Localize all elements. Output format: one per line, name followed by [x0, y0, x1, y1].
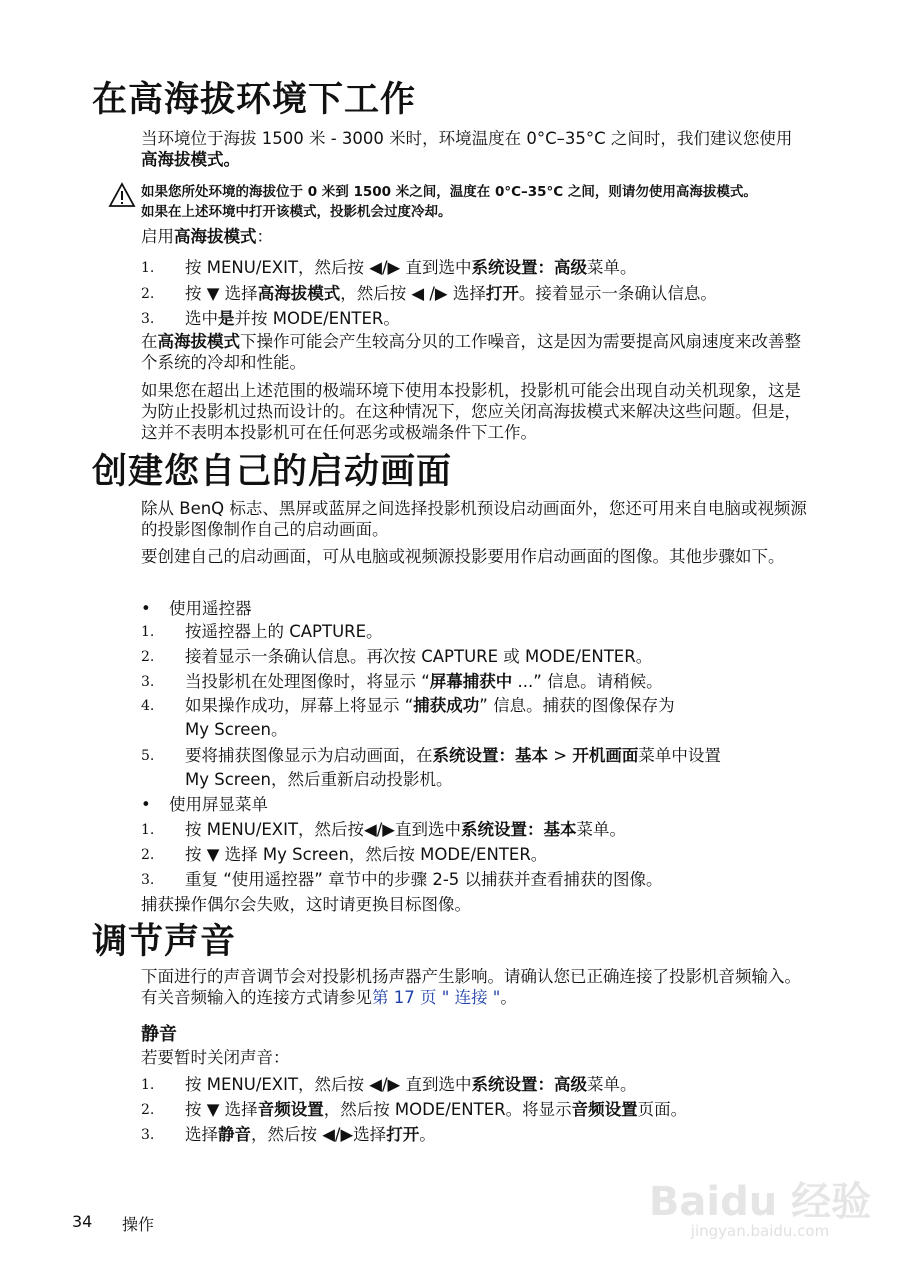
baidu-watermark [640, 1150, 880, 1260]
startup-screen-steps-intro: 要创建自己的启动画面，可从电脑或视频源投影要用作启动画面的图像。其他步骤如下。 [141, 547, 785, 566]
footer-section: 操作 [122, 1215, 155, 1234]
baidu-logo: Baidu 经验 [648, 1179, 872, 1225]
page-number: 34 [72, 1212, 93, 1231]
sound-intro: 下面进行的声音调节会对投影机扬声器产生影响。请确认您已正确连接了投影机音频输入。有关音频输入的连接方式请参见第 17 页 " 连接 "。 [141, 967, 801, 1007]
enable-label: 启用高海拔模式： [141, 227, 273, 246]
high-altitude-intro: 当环境位于海拔 1500 米 - 3000 米时，环境温度在 0°C–35°C 之间时，我们建议您使用 高海拔模式。 [141, 129, 793, 169]
warning-icon [108, 182, 136, 208]
section-title-adjust-sound: 调节声音 [92, 922, 237, 962]
capture-failure-note: 捕获操作偶尔会失败，这时请更换目标图像。 [141, 895, 471, 914]
section-title-high-altitude: 在高海拔环境下工作 [92, 80, 417, 120]
startup-screen-intro: 除从 BenQ 标志、黑屏或蓝屏之间选择投影机预设启动画面外，您还可用来自电脑或视频源的投影图像制作自己的启动画面。 [141, 499, 807, 539]
page-17-connection-link[interactable]: 第 17 页 " 连接 " [372, 988, 501, 1007]
mute-subtitle: 静音 [141, 1024, 177, 1045]
extreme-environment-note: 如果您在超出上述范围的极端环境下使用本投影机，投影机可能会出现自动关机现象，这是为防止投影机过热而设计的。在这种情况下，您应关闭高海拔模式来解决这些问题。但是，这并不表明本投影机可在任何恶劣或极端条件下工作。 [141, 381, 801, 442]
watermark-url: jingyan.baidu.com [690, 1222, 830, 1240]
mute-intro: 若要暂时关闭声音： [141, 1048, 290, 1067]
warning-text: 如果您所处环境的海拔位于 0 米到 1500 米之间，温度在 0°C–35°C 之间，则请勿使用高海拔模式。 如果在上述环境中打开该模式，投影机会过度冷却。 [141, 184, 757, 220]
manual-page: 在高海拔环境下工作 当环境位于海拔 1500 米 - 3000 米时，环境温度在 0°C–35°C 之间时，我们建议您使用 高海拔模式。 如果您所处环境的海拔位于 0 米到 1500 米之间，温度在 0°C–35°C 之间，则请勿使用高海拔模式。 如果在上述环境中打开该模式，投影机会过度冷却。 启用高海拔模式： 1. 按 MENU/EXIT，然后按 ◀/▶ 直到选中系统设置：高级菜单。 2. 按 ▼ 选择高海拔模式，然后按 ◀ /▶ 选择打开。接着显示一条确认信息。 3. 选中是并按 MODE/ENTER。 在高海拔模式下操作可能会产生较高分贝的工作噪音，这是因为需要提高风扇速度来改善整个系统的冷却和性能。 如果您在超出上述范围的极端环境下使用本投影机，投影机可能会出现自动关机现象，这是为防止投影机过热而设计的。在这种情况下，您应关闭高海拔模式来解决这些问题。但是，这并不表明本投影机可在任何恶劣或极端条件下工作。 创建您自己的启动画面 除从 BenQ 标志、黑屏或蓝屏之间选择投影机预设启动画面外，您还可用来自电脑或视频源的投影图像制作自己的启动画面。 要创建自己的启动画面，可从电脑或视频源投影要用作启动画面的图像。其他步骤如下。 • 使用遥控器 1. 按遥控器上的 CAPTURE。 2. 接着显示一条确认信息。再次按 CAPTURE 或 MODE/ENTER。 3. 当投影机在处理图像时，将显示 “屏幕捕获中 ...” 信息。请稍候。 4. 如果操作成功，屏幕上将显示 “捕获成功” 信息。捕获的图像保存为 My Screen。 5. 要将捕获图像显示为启动画面，在系统设置：基本 > 开机画面菜单中设置 My Screen，然后重新启动投影机。 • 使用屏显菜单 1. 按 MENU/EXIT，然后按◀/▶直到选中系统设置：基本菜单。 2. 按 ▼ 选择 My Screen，然后按 MODE/ENTER。 3. 重复 “使用遥控器” 章节中的步骤 2-5 以捕获并查看捕获的图像。 捕获操作偶尔会失败，这时请更换目标图像。 调节声音 下面进行的声音调节会对投影机扬声器产生影响。请确认您已正确连接了投影机音频输入。有关音频输入的连接方式请参见第 17 页 " 连接 "。 静音 若要暂时关闭声音： 1. 按 MENU/EXIT，然后按 ◀/▶ 直到选中系统设置：高级菜单。 2. 按 ▼ 选择音频设置，然后按 MODE/ENTER。将显示音频设置页面。 3. 选择静音，然后按 ◀/▶选择打开。 34 操作 Baidu 经验 jingyan.baidu.com [0, 0, 903, 1280]
high-altitude-noise-note: 在高海拔模式下操作可能会产生较高分贝的工作噪音，这是因为需要提高风扇速度来改善整个系统的冷却和性能。 [141, 332, 801, 372]
section-title-startup-screen: 创建您自己的启动画面 [92, 452, 453, 492]
